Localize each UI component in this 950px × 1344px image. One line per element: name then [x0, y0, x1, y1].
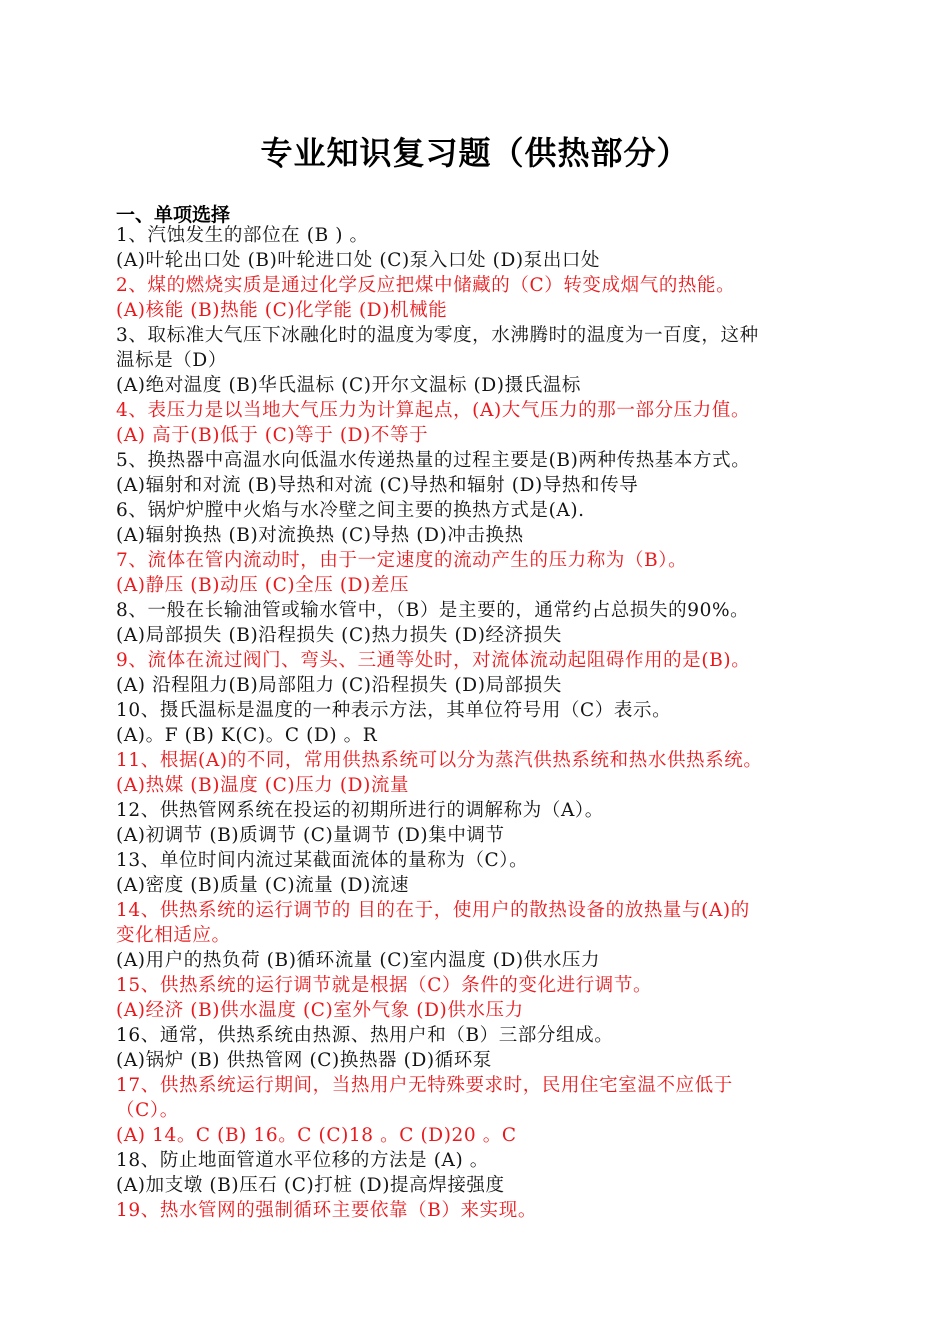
question-line: 2、煤的燃烧实质是通过化学反应把煤中储藏的（C）转变成烟气的热能。 — [116, 275, 736, 296]
question-line: (A)核能 (B)热能 (C)化学能 (D)机械能 — [116, 300, 448, 321]
question-line: 13、单位时间内流过某截面流体的量称为（C）。 — [116, 850, 529, 871]
section-heading: 一、单项选择 — [116, 204, 231, 226]
question-line: 15、供热系统的运行调节就是根据（C）条件的变化进行调节。 — [116, 975, 653, 996]
question-line: 4、表压力是以当地大气压力为计算起点，(A)大气压力的那一部分压力值。 — [116, 400, 751, 421]
question-line: (A)。F (B) K(C)。C (D) 。R — [116, 725, 378, 746]
question-line: 温标是（D） — [116, 350, 227, 371]
question-line: 10、摄氏温标是温度的一种表示方法，其单位符号用（C）表示。 — [116, 700, 672, 721]
question-line: (A)辐射换热 (B)对流换热 (C)导热 (D)冲击换热 — [116, 525, 524, 546]
question-list — [116, 223, 856, 1223]
question-line: (A)用户的热负荷 (B)循环流量 (C)室内温度 (D)供水压力 — [116, 950, 601, 971]
question-line: (A) 14。C (B) 16。C (C)18 。C (D)20 。C — [116, 1125, 517, 1146]
page-title: 专业知识复习题（供热部分） — [260, 134, 690, 172]
question-line: 5、换热器中高温水向低温水传递热量的过程主要是(B)两种传热基本方式。 — [116, 450, 751, 471]
question-line: 17、供热系统运行期间，当热用户无特殊要求时，民用住宅室温不应低于 — [116, 1075, 733, 1096]
question-line: (A)加支墩 (B)压石 (C)打桩 (D)提高焊接强度 — [116, 1175, 505, 1196]
question-line: 变化相适应。 — [116, 925, 231, 946]
question-line: (A) 高于(B)低于 (C)等于 (D)不等于 — [116, 425, 429, 446]
question-line: (A)绝对温度 (B)华氏温标 (C)开尔文温标 (D)摄氏温标 — [116, 375, 582, 396]
question-line: 1、汽蚀发生的部位在 (B ) 。 — [116, 225, 369, 246]
question-line: 11、根据(A)的不同，常用供热系统可以分为蒸汽供热系统和热水供热系统。 — [116, 750, 763, 771]
question-line: (A)初调节 (B)质调节 (C)量调节 (D)集中调节 — [116, 825, 505, 846]
question-line: (A)锅炉 (B) 供热管网 (C)换热器 (D)循环泵 — [116, 1050, 493, 1071]
question-line: 12、供热管网系统在投运的初期所进行的调解称为（A）。 — [116, 800, 604, 821]
question-line: 9、流体在流过阀门、弯头、三通等处时，对流体流动起阻碍作用的是(B)。 — [116, 650, 751, 671]
question-line: 7、流体在管内流动时，由于一定速度的流动产生的压力称为（B）。 — [116, 550, 688, 571]
question-line: (A)局部损失 (B)沿程损失 (C)热力损失 (D)经济损失 — [116, 625, 562, 646]
question-line: (A)辐射和对流 (B)导热和对流 (C)导热和辐射 (D)导热和传导 — [116, 475, 639, 496]
question-line: 19、热水管网的强制循环主要依靠（B）来实现。 — [116, 1200, 537, 1221]
question-line: (A)叶轮出口处 (B)叶轮进口处 (C)泵入口处 (D)泵出口处 — [116, 250, 601, 271]
question-line: 3、取标准大气压下冰融化时的温度为零度，水沸腾时的温度为一百度，这种 — [116, 325, 759, 346]
question-line: (A)热媒 (B)温度 (C)压力 (D)流量 — [116, 775, 410, 796]
question-line: 14、供热系统的运行调节的 目的在于，使用户的散热设备的放热量与(A)的 — [116, 900, 750, 921]
question-line: (A)密度 (B)质量 (C)流量 (D)流速 — [116, 875, 410, 896]
question-line: 6、锅炉炉膛中火焰与水冷壁之间主要的换热方式是(A). — [116, 500, 585, 521]
question-line: （C）。 — [116, 1100, 179, 1121]
question-line: 16、通常，供热系统由热源、热用户和（B）三部分组成。 — [116, 1025, 614, 1046]
question-line: (A)静压 (B)动压 (C)全压 (D)差压 — [116, 575, 410, 596]
question-line: 18、防止地面管道水平位移的方法是 (A) 。 — [116, 1150, 489, 1171]
question-line: (A) 沿程阻力(B)局部阻力 (C)沿程损失 (D)局部损失 — [116, 675, 562, 696]
question-line: (A)经济 (B)供水温度 (C)室外气象 (D)供水压力 — [116, 1000, 524, 1021]
question-line: 8、一般在长输油管或输水管中，（B）是主要的，通常约占总损失的90%。 — [116, 600, 750, 621]
